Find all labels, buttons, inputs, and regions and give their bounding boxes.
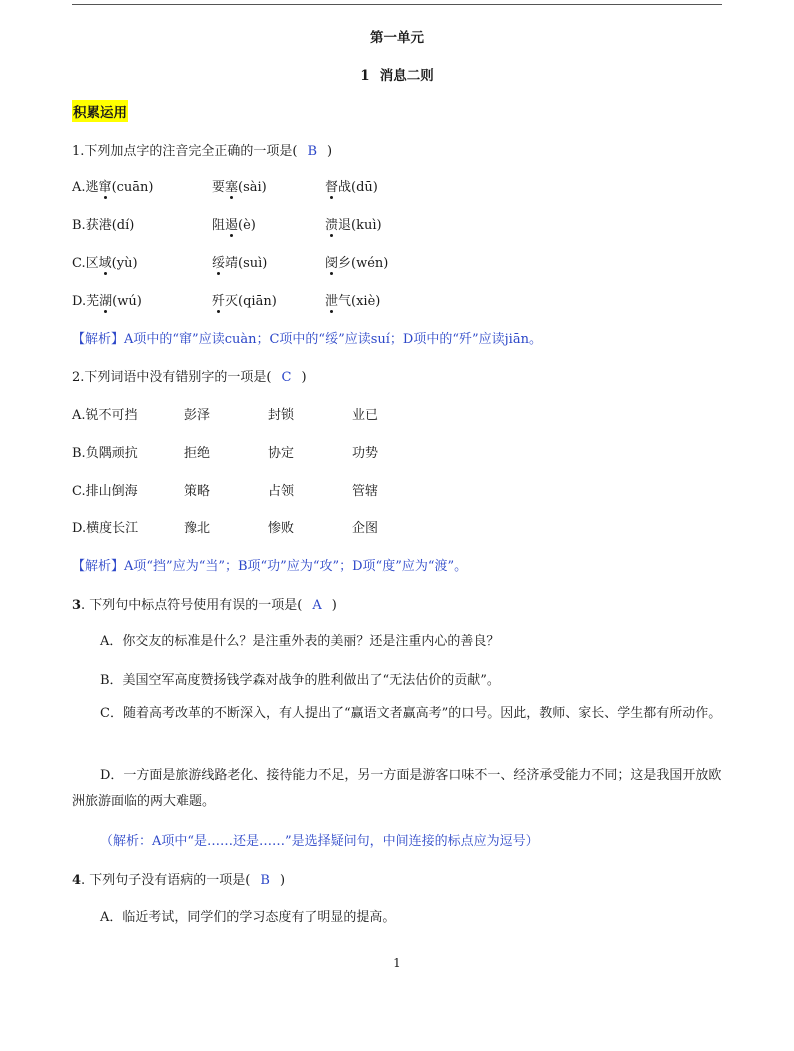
q3-analysis: （解析：A项中“是……还是……”是选择疑问句，中间连接的标点应为逗号） [100, 834, 539, 849]
lesson-title [0, 64, 794, 84]
q2-analysis: 【解析】A项“挡”应为“当”；B项“功”应为“攻”；D项“度”应为“渡”。 [72, 559, 468, 574]
q2-stem: 2.下列词语中没有错别字的一项是( C ) [72, 370, 307, 385]
lesson-number: 1 [360, 68, 370, 84]
q1-stem: 1.下列加点字的注音完全正确的一项是( B ) [72, 144, 333, 159]
q2-option-a-word-1: A.锐不可挡 [72, 408, 138, 423]
q2-option-b-word-4: 功势 [352, 446, 379, 461]
page-number: 1 [393, 956, 401, 970]
unit-title: 第一单元 [370, 30, 424, 46]
q2-answer: C [281, 370, 292, 385]
q2-option-d-word-1: D.横度长江 [72, 521, 139, 536]
q2-option-b-word-2: 拒绝 [184, 446, 211, 461]
q1-option-a-item-2: 要塞(sài) [212, 180, 267, 195]
q3-option-c: C．随着高考改革的不断深入，有人提出了“赢语文者赢高考”的口号。因此，教师、家长、学生都有所动作。 [100, 706, 722, 721]
q2-option-a-word-3: 封锁 [268, 408, 295, 423]
q1-option-d-item-2: 歼灭(qiān) [212, 294, 277, 309]
q2-option-b-word-3: 协定 [268, 446, 295, 461]
q1-option-c-item-3: 阌乡(wén) [325, 256, 389, 271]
q1-analysis: 【解析】A项中的“窜”应读cuàn；C项中的“绥”应读suí；D项中的“歼”应读jiān。 [72, 332, 542, 347]
q2-option-d-word-2: 豫北 [184, 521, 211, 536]
q1-option-b-item-2: 阻遏(è) [212, 218, 256, 233]
q4-option-a: A．临近考试，同学们的学习态度有了明显的提高。 [100, 910, 396, 925]
q2-option-c-word-1: C.排山倒海 [72, 484, 138, 499]
q3-option-a: A．你交友的标准是什么？是注重外表的美丽？还是注重内心的善良？ [100, 634, 500, 649]
q3-option-d: D．一方面是旅游线路老化、接待能力不足，另一方面是游客口味不一、经济承受能力不同；这是我国开放欧洲旅游面临的两大难题。 [72, 768, 722, 809]
q3-option-b: B．美国空军高度赞扬钱学森对战争的胜利做出了“无法估价的贡献”。 [100, 673, 500, 688]
q4-stem: 4. 下列句子没有语病的一项是( B ) [72, 873, 286, 888]
q3-answer: A [312, 598, 322, 613]
q1-option-b-item-1: B.获港(dí) [72, 218, 135, 233]
q2-option-c-word-3: 占领 [268, 484, 295, 499]
q1-option-a-item-3: 督战(dū) [325, 180, 378, 195]
q1-option-a-item-1: A.逃窜(cuān) [72, 180, 154, 195]
q2-option-d-word-3: 惨败 [268, 521, 295, 536]
q2-option-b-word-1: B.负隅顽抗 [72, 446, 138, 461]
q2-option-a-word-2: 彭泽 [184, 408, 211, 423]
q1-option-c-item-1: C.区域(yù) [72, 256, 138, 271]
top-rule [72, 4, 722, 5]
q1-option-d-item-3: 泄气(xiè) [325, 294, 381, 309]
q1-option-b-item-3: 溃退(kuì) [325, 218, 382, 233]
q2-option-d-word-4: 企图 [352, 521, 379, 536]
section-label: 积累运用 [72, 100, 128, 122]
q2-option-c-word-4: 管辖 [352, 484, 379, 499]
q4-answer: B [260, 873, 270, 888]
q1-answer: B [307, 144, 318, 159]
q1-option-c-item-2: 绥靖(suì) [212, 256, 268, 271]
q2-option-a-word-4: 业已 [352, 408, 379, 423]
lesson-title-text: 消息二则 [379, 68, 434, 84]
q3-stem: 3. 下列句中标点符号使用有误的一项是( A ) [72, 598, 337, 613]
q2-option-c-word-2: 策略 [184, 484, 211, 499]
q1-option-d-item-1: D.芜湖(wú) [72, 294, 142, 309]
